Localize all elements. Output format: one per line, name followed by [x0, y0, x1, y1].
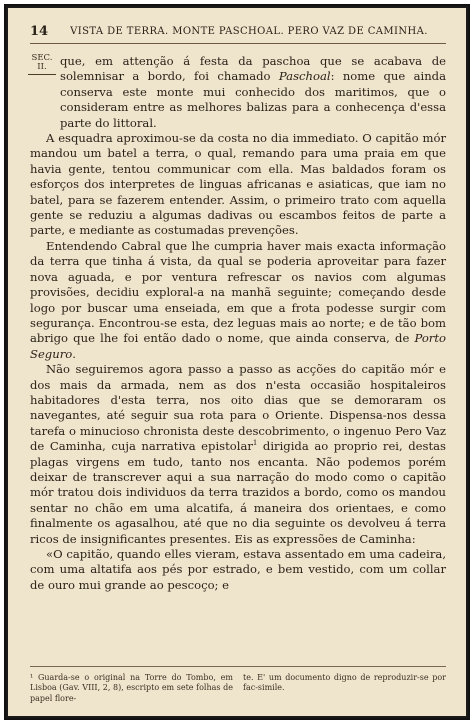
body-text-block — [30, 54, 446, 593]
footnote-left: ¹ Guarda-se o original na Torre do Tombo, em Lisboa (Gav. VIII, 2, 8), escripto em sete folhas de papel flore- — [30, 672, 233, 703]
running-title: VISTA DE TERRA. MONTE PASCHOAL. PERO VAZ DE CAMINHA. — [70, 26, 428, 37]
section-margin-note — [30, 54, 54, 75]
page-number: 14 — [30, 24, 49, 39]
paragraph-3-italic: Porto Seguro — [30, 331, 446, 361]
paragraph-4-text-a: Não seguiremos agora passo a passo as acções do capitão mór e dos mais da armada, nem as dos n'esta occasião hospitaleiros habitadores d'esta terra, nos oito dias que se demoraram os navegantes, até seguir sua rota para o Oriente. Dispensa-nos dessa tarefa o minucioso chronista deste descobrimento, o ingenuo Pero Vaz de Caminha, cuja narrativa epistolar — [30, 362, 446, 454]
book-page — [8, 8, 466, 716]
main-text — [30, 54, 446, 593]
paragraph-5-quote: «O capitão, quando elles vieram, estava assentado em uma cadeira, com uma altatifa aos pés por estrado, e bem vestido, com um collar de ouro mui grande ao pescoço; e — [30, 547, 446, 592]
paragraph-4-text-b: dirigida ao proprio rei, destas plagas virgens em tudo, tanto nos encanta. Não podemos porém deixar de transcrever aqui a sua narração do modo como o capitão mór tratou dois individuos da terra trazidos a bordo, como os mandou sentar no chão em uma alcatifa, á maneira dos orientaes, e como finalmente os agasalhou, até que no dia seguinte os devolveu á terra ricos de insignificantes presentes. Eis as expressões de Caminha: — [30, 439, 446, 546]
footnote-reference-1[interactable]: 1 — [252, 439, 258, 448]
margin-note-number: II. — [37, 62, 47, 72]
margin-note-rule — [28, 74, 56, 75]
paragraph-1 — [30, 54, 446, 131]
paragraph-2: A esquadra aproximou-se da costa no dia immediato. O capitão mór mandou um batel a terra, o qual, remando para uma praia em que havia gente, tentou communicar com ella. Mas baldados foram os esforços dos interpretes de linguas africanas e asiaticas, que iam no batel, para se fazerem entender. Assim, o primeiro trato com aquella gente se reduziu a algumas dadivas ou escambos feitos de parte a parte, e mediante as costumadas prevenções. — [30, 131, 446, 238]
paragraph-1-end: : nome que ainda conserva este monte mui conhecido dos maritimos, que o consideram entre as melhores balizas para a conhecença d'essa parte do littoral. — [60, 69, 446, 130]
paragraph-3-text: Entendendo Cabral que lhe cumpria haver mais exacta informação da terra que tinha á vista, da qual se poderia aproveitar para fazer nova aguada, e por ventura refrescar os navios com algumas provisões, decidiu exploral-a na manhã seguinte; começando desde logo por buscar uma enseiada, em que a frota podesse surgir com segurança. Encontrou-se esta, dez leguas mais ao norte; e de tão bom abrigo que lhe foi então dado o nome, que ainda conserva, de — [30, 238, 446, 346]
paragraph-1-text: que, em attenção á festa da paschoa que se acabava de solemnisar a bordo, foi chamado — [60, 54, 446, 84]
footnotes — [30, 666, 446, 705]
paragraph-4 — [30, 362, 446, 547]
paragraph-3-end: . — [72, 346, 76, 361]
footnote-right: te. E' um documento digno de reproduzir-se por fac-simile. — [243, 672, 446, 692]
margin-note-sec: SEC. — [31, 53, 53, 63]
paragraph-3 — [30, 239, 446, 362]
page-frame — [4, 4, 470, 720]
paragraph-1-italic: Paschoal — [278, 69, 331, 84]
running-header — [30, 26, 446, 44]
